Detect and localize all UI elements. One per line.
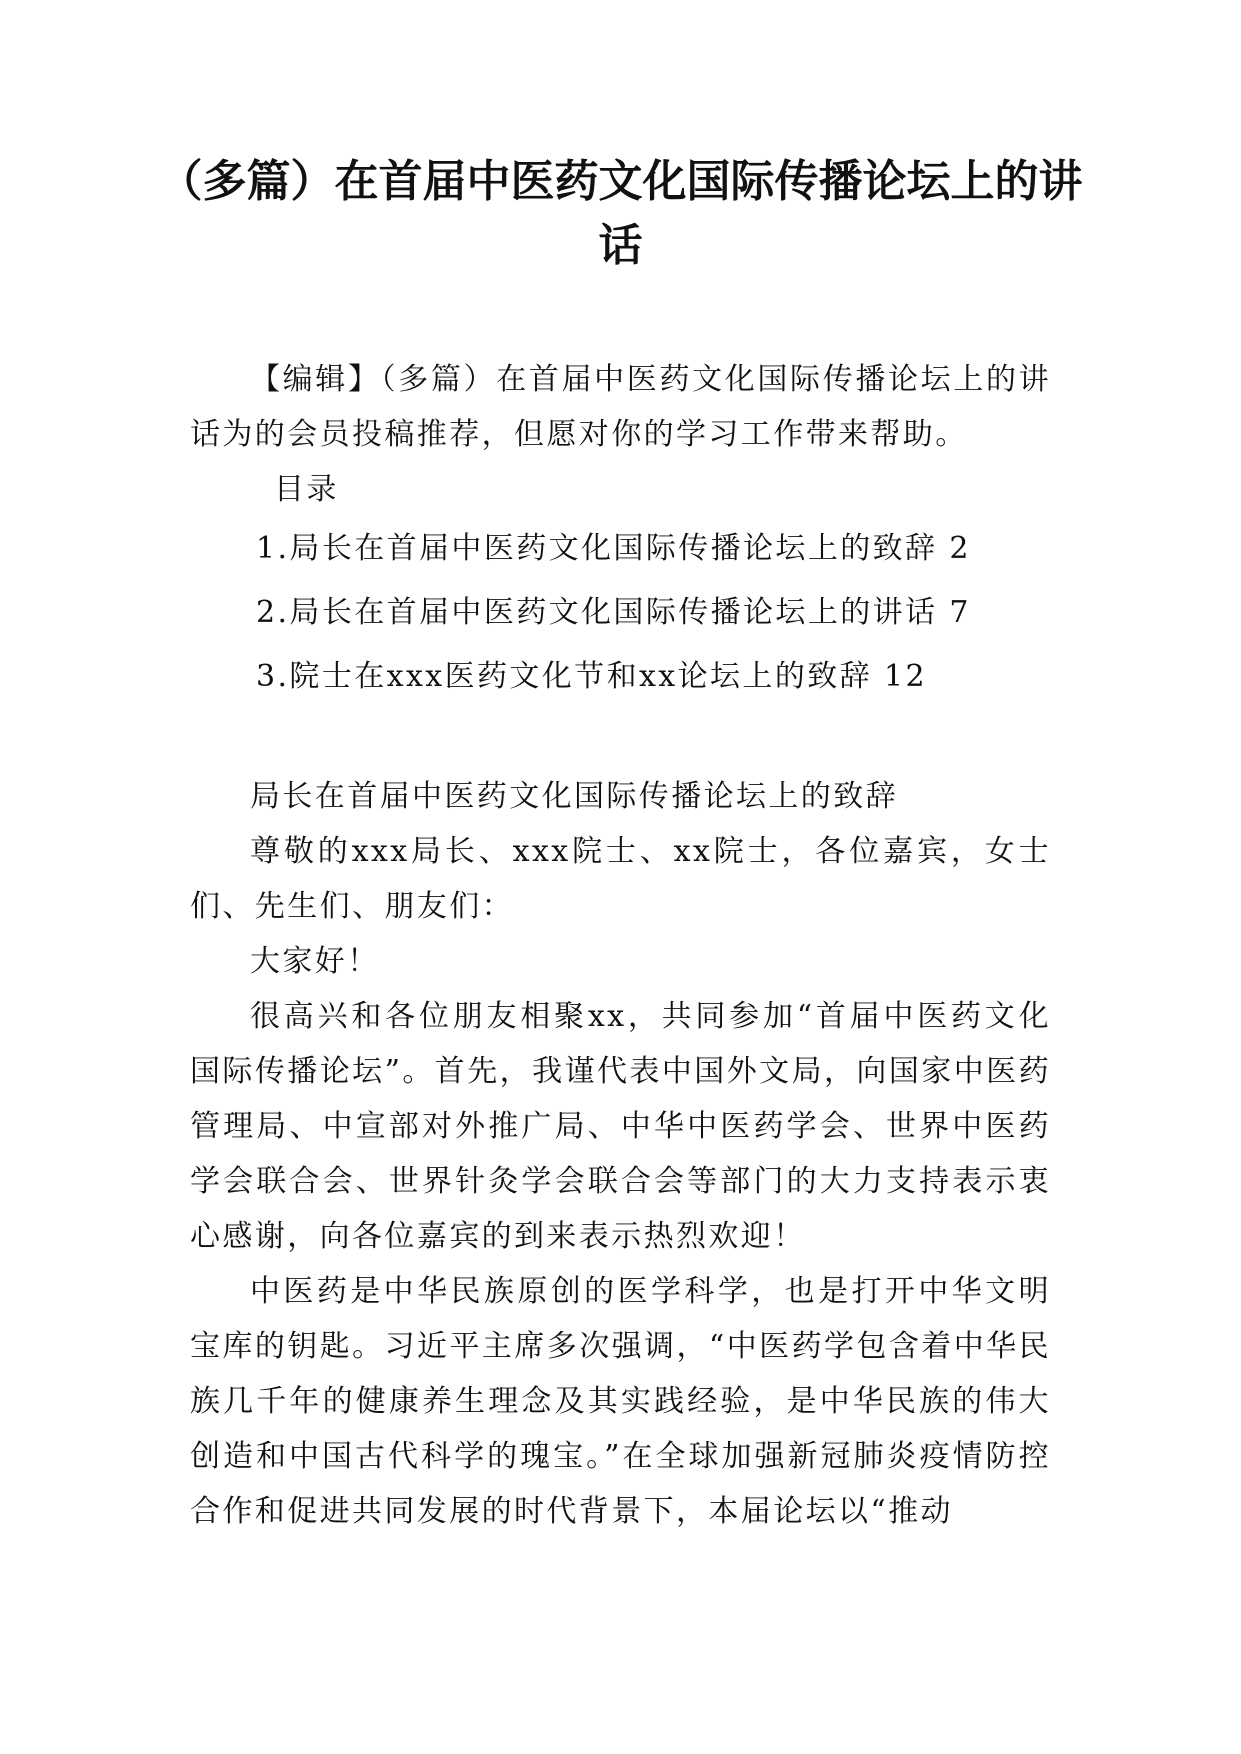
toc-item[interactable]: 3.院士在xxx医药文化节和xx论坛上的致辞 12 — [256, 659, 927, 694]
toc-heading: 目录 — [274, 472, 339, 507]
body-paragraph: 大家好！ — [250, 944, 380, 979]
body-paragraph: 很高兴和各位朋友相聚xx，共同参加“首届中医药文化国际传播论坛”。首先，我谨代表中国外文局，向国家中医药管理局、中宣部对外推广局、中华中医药学会、世界中医药学会联合会、世界针灸学会联合会等部门的大力支持表示衷心感谢，向各位嘉宾的到来表示热烈欢迎！ — [190, 999, 1051, 1254]
document-body — [190, 352, 1051, 1539]
table-of-contents — [190, 517, 1051, 709]
section-spacer — [190, 709, 1051, 769]
toc-item[interactable]: 1.局长在首届中医药文化国际传播论坛上的致辞 2 — [256, 531, 971, 566]
body-paragraph: 尊敬的xxx局长、xxx院士、xx院士，各位嘉宾，女士们、先生们、朋友们： — [190, 834, 1051, 924]
toc-item[interactable]: 2.局长在首届中医药文化国际传播论坛上的讲话 7 — [256, 595, 971, 630]
body-paragraph: 中医药是中华民族原创的医学科学，也是打开中华文明宝库的钥匙。习近平主席多次强调，“中医药学包含着中华民族几千年的健康养生理念及其实践经验，是中华民族的伟大创造和中国古代科学的瑰宝。”在全球加强新冠肺炎疫情防控合作和促进共同发展的时代背景下，本届论坛以“推动 — [190, 1274, 1051, 1529]
section-heading: 局长在首届中医药文化国际传播论坛上的致辞 — [250, 779, 898, 814]
document-title: （多篇）在首届中医药文化国际传播论坛上的讲话 — [158, 156, 1083, 271]
intro-paragraph: 【编辑】（多篇）在首届中医药文化国际传播论坛上的讲话为的会员投稿推荐，但愿对你的学习工作带来帮助。 — [190, 362, 1051, 452]
